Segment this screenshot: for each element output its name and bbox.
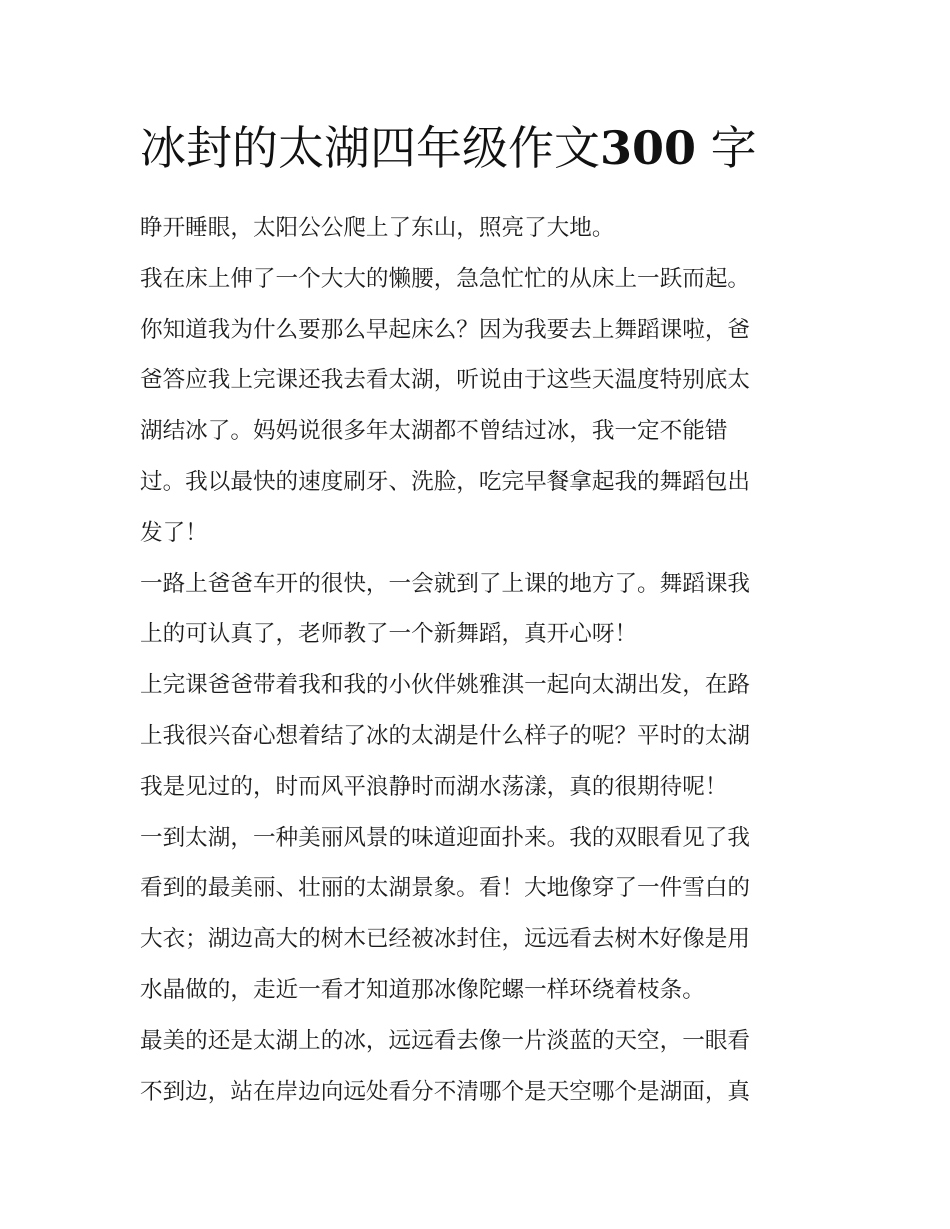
title-text: 冰封的太湖四年级作文 [140, 121, 600, 175]
text-line: 上完课爸爸带着我和我的小伙伴姚雅淇一起向太湖出发，在路 [140, 672, 751, 699]
paragraph [140, 660, 812, 812]
page-title [140, 118, 757, 178]
text-line: 过。我以最快的速度刷牙、洗脸，吃完早餐拿起我的舞蹈包出 [140, 468, 751, 495]
paragraph [140, 559, 812, 661]
text-line: 你知道我为什么要那么早起床么？因为我要去上舞蹈课啦，爸 [140, 316, 751, 343]
essay-body [140, 203, 812, 1117]
text-line: 一路上爸爸车开的很快，一会就到了上课的地方了。舞蹈课我 [140, 570, 751, 597]
text-line: 大衣；湖边高大的树木已经被冰封住，远远看去树木好像是用 [140, 926, 751, 953]
title-number: 300 [600, 121, 697, 175]
paragraph [140, 203, 812, 254]
text-line: 湖结冰了。妈妈说很多年太湖都不曾结过冰，我一定不能错 [140, 418, 728, 445]
paragraph [140, 254, 812, 559]
text-line: 水晶做的，走近一看才知道那冰像陀螺一样环绕着枝条。 [140, 976, 705, 1003]
text-line: 最美的还是太湖上的冰，远远看去像一片淡蓝的天空，一眼看 [140, 1027, 751, 1054]
text-line: 上我很兴奋心想着结了冰的太湖是什么样子的呢？平时的太湖 [140, 722, 751, 749]
text-line: 一到太湖，一种美丽风景的味道迎面扑来。我的双眼看见了我 [140, 824, 751, 851]
text-line: 睁开睡眼，太阳公公爬上了东山，照亮了大地。 [140, 215, 615, 241]
text-line: 我是见过的，时而风平浪静时而湖水荡漾，真的很期待呢！ [140, 773, 728, 800]
paragraph [140, 813, 812, 1016]
text-line: 看到的最美丽、壮丽的太湖景象。看！大地像穿了一件雪白的 [140, 875, 751, 902]
text-line: 爸答应我上完课还我去看太湖，听说由于这些天温度特别底太 [140, 367, 751, 394]
text-line: 上的可认真了，老师教了一个新舞蹈，真开心呀！ [140, 621, 638, 648]
text-line: 发了！ [140, 519, 208, 546]
text-line: 不到边，站在岸边向远处看分不清哪个是天空哪个是湖面，真 [140, 1078, 751, 1105]
title-suffix: 字 [710, 121, 757, 175]
paragraph [140, 1016, 812, 1118]
text-line: 我在床上伸了一个大大的懒腰，急急忙忙的从床上一跃而起。 [140, 265, 751, 292]
